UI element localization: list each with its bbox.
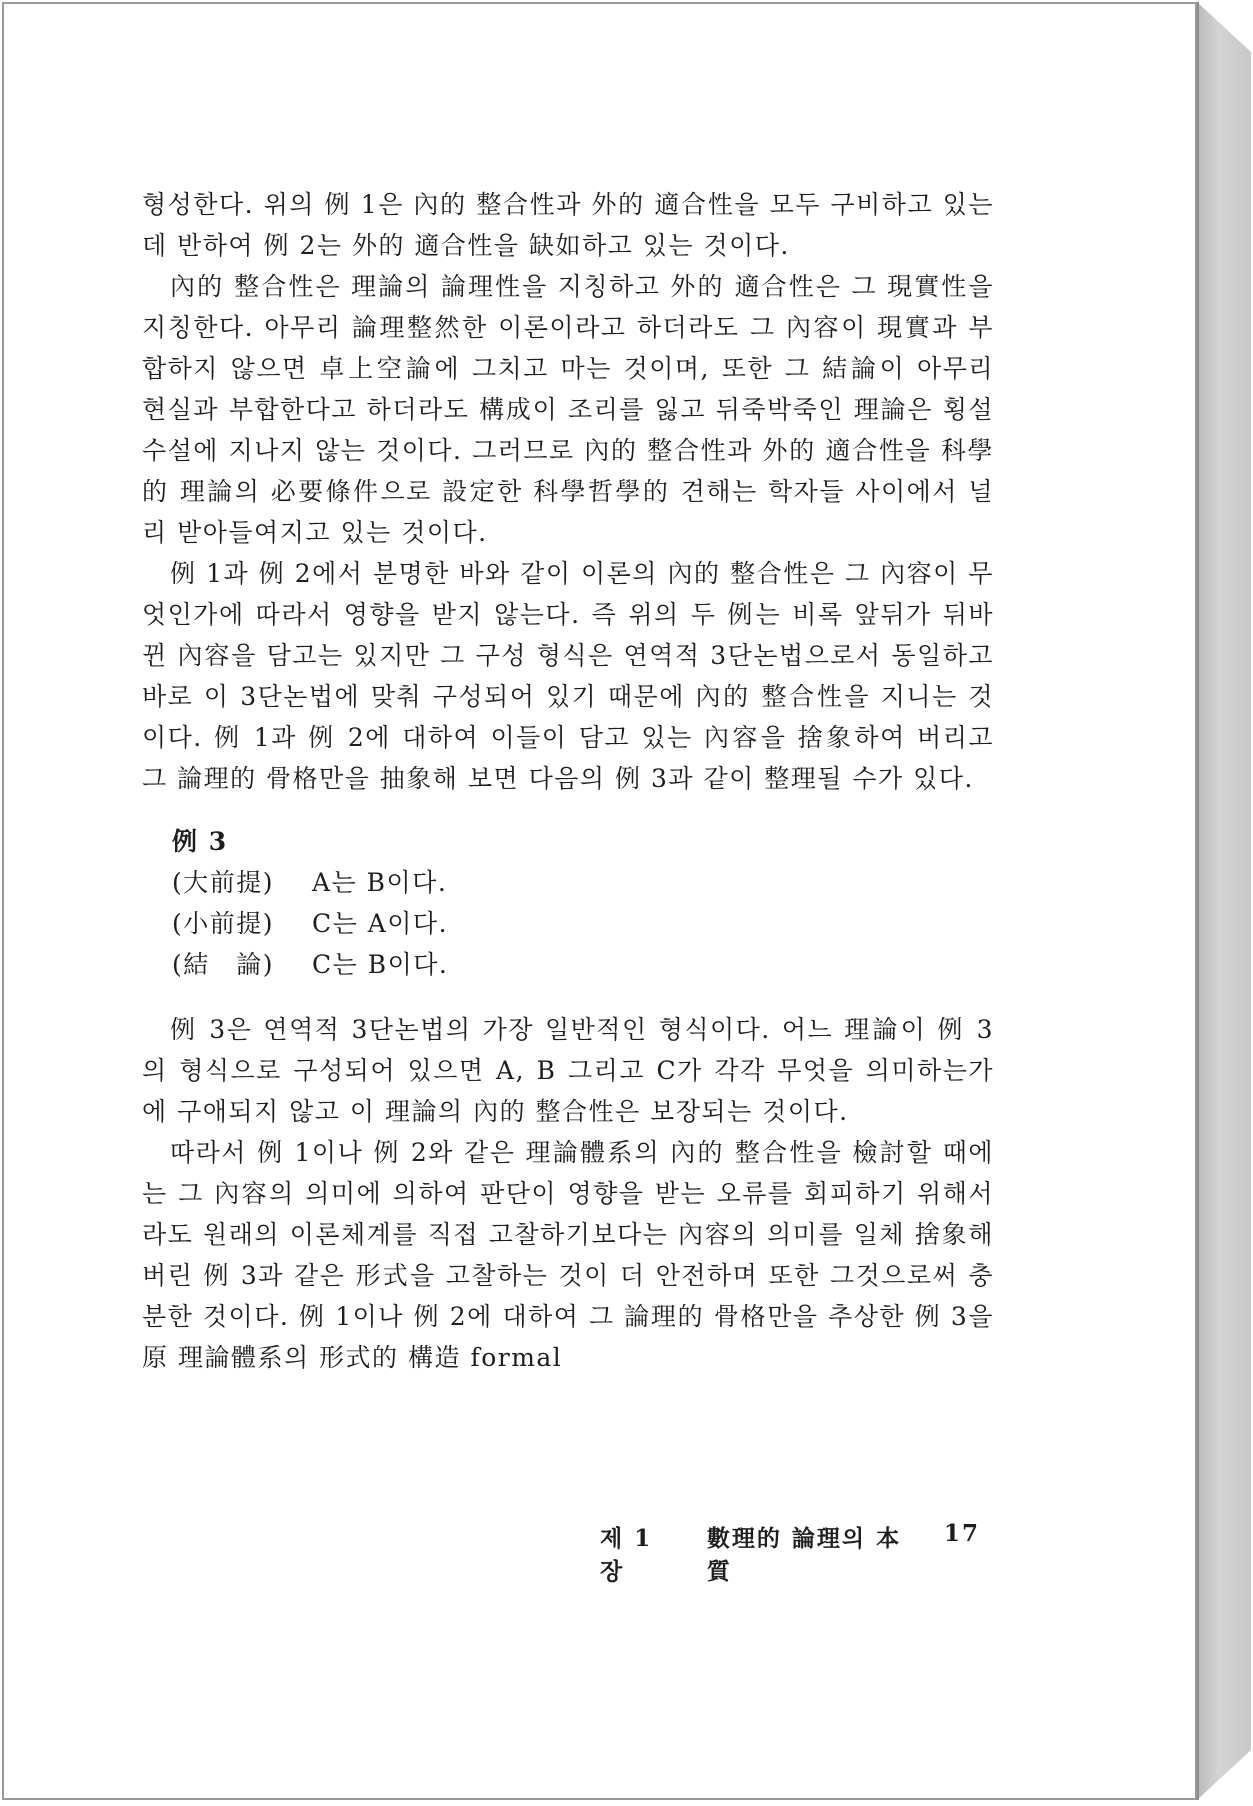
paragraph-5: 따라서 例 1이나 例 2와 같은 理論體系의 內的 整合性을 檢討할 때에는 그 內容의 의미에 의하여 판단이 영향을 받는 오류를 회피하기 위해서라도 원래의 이론체계를 직접 고찰하기보다는 內容의 의미를 일체 捨象해 버린 例 3과 같은 形式을 고찰하는 것이 더 안전하며 또한 그것으로써 충분한 것이다. 例 1이나 例 2에 대하여 그 論理的 骨格만을 추상한 例 3을 原 理論體系의 形式的 構造 formal [142, 1138, 994, 1372]
book-spine [1197, 2, 1251, 1800]
footer-title: 數理的 論理의 本質 [706, 1525, 902, 1585]
paragraph-2: 內的 整合性은 理論의 論理性을 지칭하고 外的 適合性은 그 現實性을 지칭한다. 아무리 論理整然한 이론이라고 하더라도 그 內容이 現實과 부합하지 않으면 卓上空論에 그치고 마는 것이며, 또한 그 結論이 아무리 현실과 부합한다고 하더라도 構成이 조리를 잃고 뒤죽박죽인 理論은 횡설수설에 지나지 않는 것이다. 그러므로 內的 整合性과 外的 適合性을 科學的 理論의 必要條件으로 設定한 科學哲學的 견해는 학자들 사이에서 널리 받아들여지고 있는 것이다. [142, 272, 994, 547]
example-text: C는 A이다. [312, 909, 449, 938]
example-label: (結 論) [172, 950, 275, 979]
page-footer [600, 1520, 980, 1586]
page-content [142, 184, 994, 1378]
paragraph-3: 例 1과 例 2에서 분명한 바와 같이 이론의 內的 整合性은 그 內容이 무엇인가에 따라서 영향을 받지 않는다. 즉 위의 두 例는 비록 앞뒤가 뒤바뀐 內容을 담고는 있지만 그 구성 형식은 연역적 3단논법으로서 동일하고 바로 이 3단논법에 맞춰 구성되어 있기 때문에 內的 整合性을 지니는 것이다. 例 1과 例 2에 대하여 이들이 담고 있는 內容을 捨象하여 버리고 그 論理的 骨格만을 抽象해 보면 다음의 例 3과 같이 整理될 수가 있다. [142, 559, 994, 793]
example-label: (小前提) [172, 909, 275, 938]
example-3-block [172, 821, 994, 985]
page-number: 17 [943, 1520, 980, 1547]
spine-edge [1197, 2, 1199, 1800]
example-text: A는 B이다. [312, 868, 448, 897]
footer-chapter: 제 1 장 [600, 1525, 653, 1585]
example-title: 例 3 [172, 827, 228, 856]
example-line-major-premise [172, 862, 994, 903]
paragraph-4: 例 3은 연역적 3단논법의 가장 일반적인 형식이다. 어느 理論이 例 3의 형식으로 구성되어 있으면 A, B 그리고 C가 각각 무엇을 의미하는가에 구애되지 않고 이 理論의 內的 整合性은 보장되는 것이다. [142, 1015, 994, 1126]
example-line-conclusion [172, 944, 994, 985]
paragraph-1: 형성한다. 위의 例 1은 內的 整合性과 外的 適合性을 모두 구비하고 있는 데 반하여 例 2는 外的 適合性을 缺如하고 있는 것이다. [142, 190, 994, 260]
example-text: C는 B이다. [312, 950, 449, 979]
example-label: (大前提) [172, 868, 275, 897]
example-line-minor-premise [172, 903, 994, 944]
